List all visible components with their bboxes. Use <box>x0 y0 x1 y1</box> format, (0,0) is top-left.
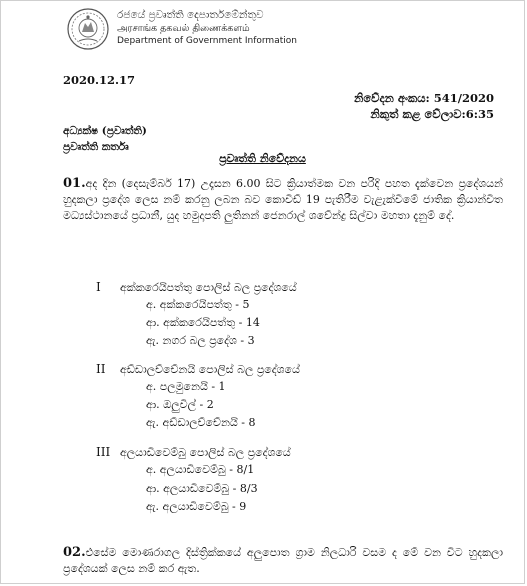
section-roman-numeral: II <box>96 362 106 376</box>
document-heading: ප්‍රවෘත්ති නිවේදනය <box>219 152 306 165</box>
section-title <box>96 362 300 377</box>
list-item: ඇ. අලයාඩිවෙම්බු - 9 <box>146 500 247 513</box>
release-date: 2020.12.17 <box>63 73 136 87</box>
list-item: අ. අක්කරෙයිපත්තු - 5 <box>146 298 250 311</box>
paragraph-text: එසේම මොණරාගල දිස්ත්‍රික්කයේ අලුපොත ග්‍රාම නිලධාරි වසම ද මේ වන විට හුදකලා ප්‍රදේශයක් ලෙස නම් කර ඇත. <box>63 546 503 575</box>
paragraph-02 <box>63 545 503 577</box>
department-name-tamil: அரசாங்க தகவல் திணைக்களம் <box>117 23 250 34</box>
release-number <box>354 91 494 106</box>
section-title-text: අඩ්ඩාලච්චේනයි පොලිස් බල ප්‍රදේශයේ <box>120 363 300 376</box>
department-name-sinhala: රජයේ ප්‍රවෘත්ති දෙපාර්තමේන්තුව <box>117 9 264 21</box>
list-item: ආ. අක්කරෙයිපත්තු - 14 <box>146 316 260 329</box>
paragraph-number: 01. <box>63 176 86 191</box>
list-item: අ. පලමුනෙයි - 1 <box>146 380 226 393</box>
addressee-director: අධ්‍යක්ෂ (ප්‍රවෘත්ති) <box>63 125 147 137</box>
issue-time <box>370 107 494 122</box>
section-title-text: අක්කරෙයිපත්තු පොලිස් බල ප්‍රදේශයේ <box>120 281 297 294</box>
paragraph-01 <box>63 176 503 224</box>
department-letterhead <box>117 9 297 47</box>
list-item: අ. අලයාඩිවෙම්බු - 8/1 <box>146 463 255 476</box>
paragraph-text: අද දින (දෙසැම්බර් 17) උදෑසන 6.00 සිට ක්‍රියාත්මක වන පරිදි පහත දැක්වෙන ප්‍රදේශයන් හුදකලා ප්‍රදේශ ලෙස නම් කරනු ලබන බව කොවිඩ් 19 පැතිරීම වැළැක්වීමේ ජාතික ක්‍රියාන්විත මධ්‍යස්ථානයේ ප්‍රධානී, යුද හමුදාපති ලුතිනන් ජෙනරාල් ශවේන්ද්‍ර සිල්වා මහතා දැනුම් දේ. <box>63 177 503 222</box>
list-item: ඇ. අඩ්ඩාලච්චේනයි - 8 <box>146 416 256 429</box>
issue-time-value: 6:35 <box>465 107 494 121</box>
release-number-value: 541/2020 <box>433 91 494 105</box>
department-name-english: Department of Government Information <box>117 36 297 46</box>
section-title <box>96 280 297 295</box>
list-item: ආ. ඔලුවිල් - 2 <box>146 398 214 411</box>
addressee-editor: ප්‍රවෘත්ති කර්තෘ <box>63 141 129 153</box>
section-roman-numeral: I <box>96 280 101 294</box>
release-number-label: නිවේදන අංකය: <box>354 91 430 105</box>
section-title-text: අලයාඩිවෙම්බු පොලිස් බල ප්‍රදේශයේ <box>120 446 291 459</box>
section-roman-numeral: III <box>96 445 111 459</box>
list-item: ඇ. නගර බල ප්‍රදේශ - 3 <box>146 334 255 347</box>
section-title <box>96 445 291 460</box>
list-item: ආ. අලයාඩිවෙම්බු - 8/3 <box>146 482 258 495</box>
paragraph-number: 02. <box>63 545 86 560</box>
sri-lanka-emblem-icon <box>67 8 109 50</box>
issue-time-label: නිකුත් කළ වේලාව: <box>370 107 466 121</box>
